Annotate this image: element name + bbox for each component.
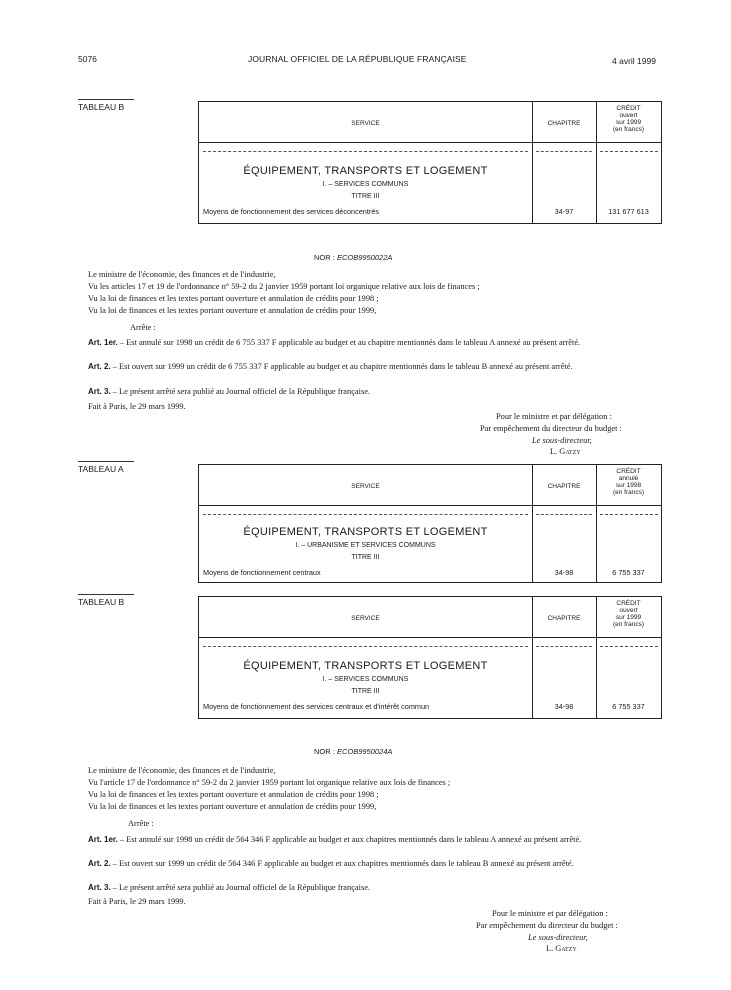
label-rule (78, 99, 134, 100)
credit-amount: 6 755 337 (612, 702, 645, 711)
table-row: Moyens de fonctionnement des services déconcentrés (203, 207, 528, 216)
table-header (199, 102, 661, 143)
signatory-title: Le sous-directeur, (528, 933, 588, 942)
nor-reference: NOR : ECOB9950024A (314, 747, 393, 756)
table-header (199, 597, 661, 638)
table-row: Moyens de fonctionnement centraux (203, 568, 528, 577)
col-service: SERVICE (351, 615, 380, 622)
article-3: Art. 3. – Le présent arrêté sera publié au Journal officiel de la République française. (88, 387, 371, 396)
journal-title: JOURNAL OFFICIEL DE LA RÉPUBLIQUE FRANÇAISE (248, 54, 467, 64)
table-label: TABLEAU B (78, 594, 134, 607)
credit-amount: 131 677 613 (608, 207, 649, 216)
ministry-title: ÉQUIPEMENT, TRANSPORTS ET LOGEMENT (243, 165, 488, 177)
section-title: I. – SERVICES COMMUNS (322, 181, 409, 188)
article-3: Art. 3. – Le présent arrêté sera publié au Journal officiel de la République française. (88, 883, 371, 892)
ministry-title: ÉQUIPEMENT, TRANSPORTS ET LOGEMENT (243, 660, 488, 672)
section-title: I. – URBANISME ET SERVICES COMMUNS (295, 542, 436, 549)
titre-label: TITRE III (351, 688, 380, 695)
signatory-title: Le sous-directeur, (532, 436, 592, 445)
signature-line: Pour le ministre et par délégation : (492, 909, 608, 918)
titre-label: TITRE III (351, 193, 380, 200)
nor-reference: NOR : ECOB9950022A (314, 253, 393, 262)
visa-line: Le ministre de l'économie, des finances et de l'industrie, (88, 766, 276, 775)
signatory-name: L. Gatzy (546, 944, 577, 953)
table-row: Moyens de fonctionnement des services centraux et d'intérêt commun (203, 702, 528, 711)
arrete-label: Arrête : (130, 323, 156, 332)
visa-line: Vu la loi de finances et les textes portant ouverture et annulation de crédits pour 1999, (88, 306, 377, 315)
chapitre-value: 34-98 (554, 702, 574, 711)
visa-line: Vu la loi de finances et les textes portant ouverture et annulation de crédits pour 1998 ; (88, 790, 379, 799)
col-chapitre: CHAPITRE (547, 120, 581, 127)
col-service: SERVICE (351, 120, 380, 127)
ministry-title: ÉQUIPEMENT, TRANSPORTS ET LOGEMENT (243, 526, 488, 538)
col-service: SERVICE (351, 483, 380, 490)
signatory-name: L. Gatzy (550, 447, 581, 456)
credit-table (198, 101, 662, 224)
col-chapitre: CHAPITRE (547, 483, 581, 490)
issue-date: 4 avril 1999 (612, 56, 656, 66)
table-body (199, 506, 661, 582)
arrete-label: Arrête : (128, 819, 154, 828)
credit-amount: 6 755 337 (612, 568, 645, 577)
table-header (199, 465, 661, 506)
section-title: I. – SERVICES COMMUNS (322, 676, 409, 683)
col-credit: CRÉDIT ouvert sur 1999 (en francs) (612, 600, 645, 628)
table-body (199, 638, 661, 718)
signature-line: Pour le ministre et par délégation : (496, 412, 612, 421)
signature-line: Par empêchement du directeur du budget : (476, 921, 618, 930)
chapitre-value: 34-97 (554, 207, 574, 216)
article-2: Art. 2. – Est ouvert sur 1999 un crédit de 6 755 337 F applicable au budget et au chapitre mentionnés dans le tableau B annexé au présent arrêté. (88, 362, 573, 371)
article-1: Art. 1er. – Est annulé sur 1998 un crédit de 564 346 F applicable au budget et aux chapitres mentionnés dans le tableau A annexé au présent arrêté. (88, 835, 582, 844)
page-number: 5076 (78, 54, 97, 64)
col-chapitre: CHAPITRE (547, 615, 581, 622)
visa-line: Vu la loi de finances et les textes portant ouverture et annulation de crédits pour 1999, (88, 802, 377, 811)
article-1: Art. 1er. – Est annulé sur 1998 un crédit de 6 755 337 F applicable au budget et au chapitre mentionnés dans le tableau A annexé au présent arrêté. (88, 338, 581, 347)
visa-line: Vu les articles 17 et 19 de l'ordonnance n° 59-2 du 2 janvier 1959 portant loi organique relative aux lois de finances ; (88, 282, 480, 291)
col-credit: CRÉDIT ouvert sur 1999 (en francs) (612, 105, 645, 133)
chapitre-value: 34-98 (554, 568, 574, 577)
done-at: Fait à Paris, le 29 mars 1999. (88, 402, 186, 411)
signature-line: Par empêchement du directeur du budget : (480, 424, 622, 433)
table-label: TABLEAU B (78, 99, 134, 112)
page-header (0, 54, 731, 68)
credit-table (198, 464, 662, 583)
article-2: Art. 2. – Est ouvert sur 1999 un crédit de 564 346 F applicable au budget et aux chapitres mentionnés dans le tableau B annexé au présent arrêté. (88, 859, 574, 868)
visa-line: Vu la loi de finances et les textes portant ouverture et annulation de crédits pour 1998 ; (88, 294, 379, 303)
titre-label: TITRE III (351, 554, 380, 561)
separator (203, 151, 528, 152)
visa-line: Le ministre de l'économie, des finances et de l'industrie, (88, 270, 276, 279)
table-body (199, 143, 661, 223)
credit-table (198, 596, 662, 719)
col-credit: CRÉDIT annulé sur 1998 (en francs) (612, 468, 645, 496)
table-label: TABLEAU A (78, 461, 134, 474)
visa-line: Vu l'article 17 de l'ordonnance n° 59-2 du 2 janvier 1959 portant loi organique relative aux lois de finances ; (88, 778, 451, 787)
done-at: Fait à Paris, le 29 mars 1999. (88, 897, 186, 906)
